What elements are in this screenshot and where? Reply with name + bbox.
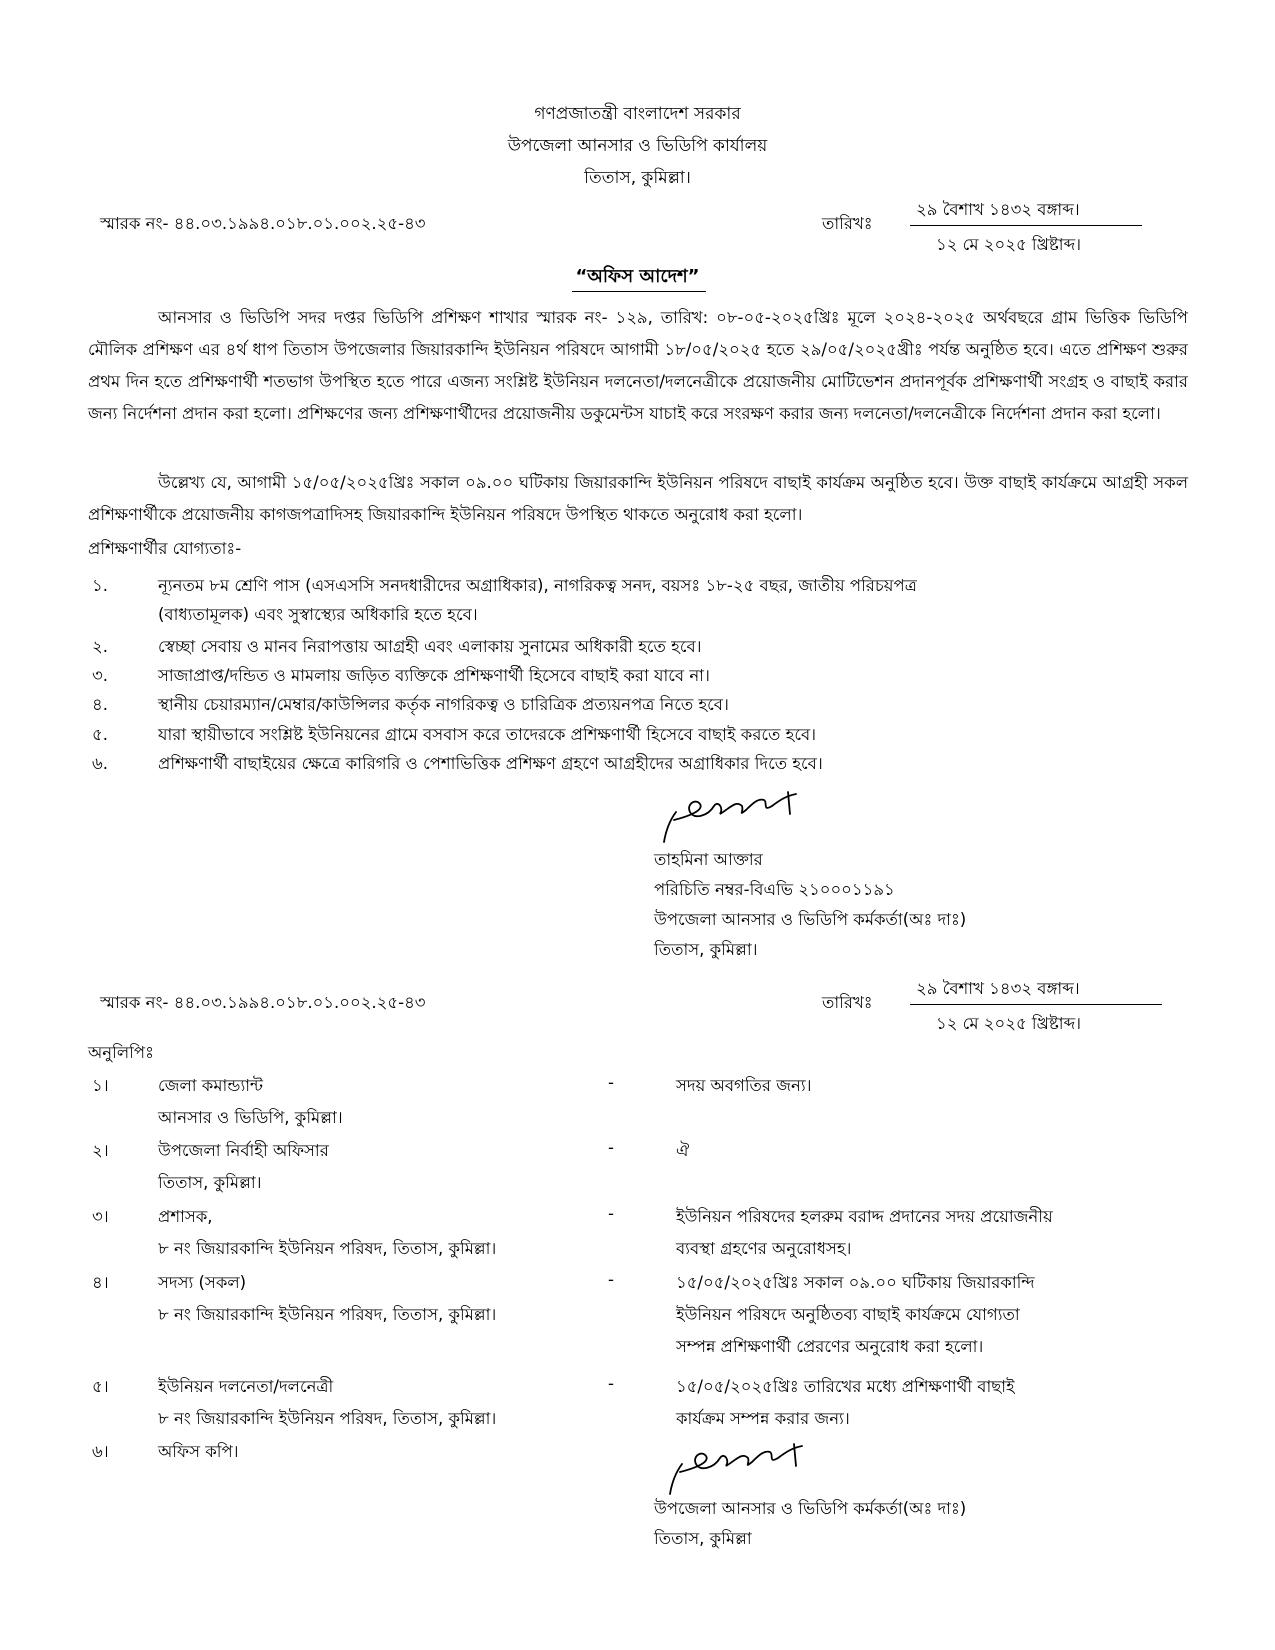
copy-recipient: সদস্য (সকল) xyxy=(158,1273,247,1292)
copy-purpose-cont: কার্যক্রম সম্পন্ন করার জন্য। xyxy=(676,1409,850,1428)
copy-purpose-cont: ব্যবস্থা গ্রহণের অনুরোধসহ। xyxy=(676,1239,852,1258)
date-english: ১২ মে ২০২৫ খ্রিষ্টাব্দ। xyxy=(936,235,1082,254)
copy-dash: - xyxy=(608,1138,614,1157)
copy-dash: - xyxy=(608,1374,614,1393)
body-paragraph-1: আনসার ও ভিডিপি সদর দপ্তর ভিডিপি প্রশিক্ষণ শাখার স্মারক নং- ১২৯, তারিখ: ০৮-০৫-২০২৫খ্রিঃ মূলে ২০২৪-২০২৫ অর্থবছরে গ্রাম ভিত্তিক ভিডিপি মৌলিক প্রশিক্ষণ এর ৪র্থ ধাপ তিতাস উপজেলার জিয়ারকান্দি ইউনিয়ন পরিষদে আগামী ১৮/০৫/২০২৫ হতে ২৯/০৫/২০২৫খ্রীঃ পর্যন্ত অনুষ্ঠিত হবে। এতে প্রশিক্ষণ শুরুর প্রথম দিন হতে প্রশিক্ষণার্থী শতভাগ উপস্থিত হতে পারে এজন্য সংশ্লিষ্ট ইউনিয়ন দলনেতা/দলনেত্রীকে প্রয়োজনীয় মোটিভেশন প্রদানপূর্বক প্রশিক্ষণার্থী সংগ্রহ ও বাছাই করার জন্য নির্দেশনা প্রদান করা হলো। প্রশিক্ষণের জন্য প্রশিক্ষণার্থীদের প্রয়োজনীয় ডকুমেন্টস যাচাই করে সংরক্ষণ করার জন্য দলনেতা/দলনেত্রীকে নির্দেশনা প্রদান করা হলো। xyxy=(88,308,1188,423)
signer-location: তিতাস, কুমিল্লা। xyxy=(654,940,758,959)
copy-recipient: জেলা কমান্ড্যান্ট xyxy=(158,1076,263,1095)
signature-2-image xyxy=(666,1440,826,1500)
copy-purpose: ইউনিয়ন পরিষদের হলরুম বরাদ্দ প্রদানের সদয় প্রয়োজনীয় xyxy=(676,1207,1053,1226)
signer-name: তাহমিনা আক্তার xyxy=(654,850,763,869)
date-divider xyxy=(910,225,1142,226)
qualification-text: সাজাপ্রাপ্ত/দন্ডিত ও মামলায় জড়িত ব্যক্তিকে প্রশিক্ষণার্থী হিসেবে বাছাই করা যাবে না। xyxy=(158,666,710,685)
signer-2-location: তিতাস, কুমিল্লা xyxy=(654,1529,752,1548)
qualification-number: ২. xyxy=(92,637,108,656)
body-paragraph-2: উল্লেখ্য যে, আগামী ১৫/০৫/২০২৫খ্রিঃ সকাল ০৯.০০ ঘটিকায় জিয়ারকান্দি ইউনিয়ন পরিষদে বাছাই কার্যক্রম অনুষ্ঠিত হবে। উক্ত বাছাই কার্যক্রমে আগ্রহী সকল প্রশিক্ষণার্থীকে প্রয়োজনীয় কাগজপত্রাদিসহ জিয়ারকান্দি ইউনিয়ন পরিষদে উপস্থিত থাকতে অনুরোধ করা হলো। xyxy=(88,473,1188,524)
qualification-text: যারা স্থায়ীভাবে সংশ্লিষ্ট ইউনিয়নের গ্রামে বসবাস করে তাদেরকে প্রশিক্ষণার্থী হিসেবে বাছাই করতে হবে। xyxy=(158,725,817,744)
title-underline xyxy=(572,291,706,292)
copy-dash: - xyxy=(608,1073,614,1092)
copy-dash: - xyxy=(608,1204,614,1223)
qualification-number: ৫. xyxy=(92,725,108,744)
copy-recipient: উপজেলা নির্বাহী অফিসার xyxy=(158,1141,329,1160)
date-bangla: ২৯ বৈশাখ ১৪৩২ বঙ্গাব্দ। xyxy=(916,200,1080,219)
signer-designation: উপজেলা আনসার ও ভিডিপি কর্মকর্তা(অঃ দাঃ) xyxy=(654,910,967,929)
qualification-text: ন্যূনতম ৮ম শ্রেণি পাস (এসএসসি সনদধারীদের অগ্রাধিকার), নাগরিকত্ব সনদ, বয়সঃ ১৮-২৫ বছর, জাতীয় পরিচয়পত্র xyxy=(158,576,917,595)
signature-1-image xyxy=(660,790,820,850)
date-divider-copy xyxy=(910,1004,1162,1005)
header-line-3: তিতাস, কুমিল্লা। xyxy=(584,168,691,188)
qualification-number: ৪. xyxy=(92,695,108,714)
copy-number: ৪। xyxy=(92,1273,109,1292)
copy-purpose: ঐ xyxy=(676,1141,690,1160)
copy-purpose: ১৫/০৫/২০২৫খ্রিঃ তারিখের মধ্যে প্রশিক্ষণার্থী বাছাই xyxy=(676,1377,1015,1396)
copy-purpose-cont: সম্পন্ন প্রশিক্ষণার্থী প্রেরণের অনুরোধ করা হলো। xyxy=(676,1337,984,1356)
header-line-1: গণপ্রজাতন্ত্রী বাংলাদেশ সরকার xyxy=(534,104,741,124)
qualification-text: প্রশিক্ষণার্থী বাছাইয়ের ক্ষেত্রে কারিগরি ও পেশাভিত্তিক প্রশিক্ষণ গ্রহণে আগ্রহীদের অগ্রাধিকার দিতে হবে। xyxy=(158,754,823,773)
copy-recipient-office: ৮ নং জিয়ারকান্দি ইউনিয়ন পরিষদ, তিতাস, কুমিল্লা। xyxy=(158,1239,497,1258)
signer-2-designation: উপজেলা আনসার ও ভিডিপি কর্মকর্তা(অঃ দাঃ) xyxy=(654,1499,967,1518)
copy-number: ২। xyxy=(92,1141,109,1160)
qualification-text-cont: (বাধ্যতামূলক) এবং সুস্বাস্থ্যের অধিকারি হতে হবে। xyxy=(158,605,478,624)
copy-recipient: প্রশাসক, xyxy=(158,1207,213,1226)
date-label: তারিখঃ xyxy=(822,214,873,233)
copy-purpose-cont: ইউনিয়ন পরিষদে অনুষ্ঠিতব্য বাছাই কার্যক্রমে যোগ্যতা xyxy=(676,1305,1020,1324)
memo-ref: স্মারক নং- ৪৪.০৩.১৯৯৪.০১৮.০১.০০২.২৫-৪৩ xyxy=(100,214,426,233)
copy-number: ৬। xyxy=(92,1442,109,1461)
copy-dash: - xyxy=(608,1270,614,1289)
memo-ref-copy: স্মারক নং- ৪৪.০৩.১৯৯৪.০১৮.০১.০০২.২৫-৪৩ xyxy=(100,993,426,1012)
copy-recipient-office: তিতাস, কুমিল্লা। xyxy=(158,1173,262,1192)
copies-heading: অনুলিপিঃ xyxy=(88,1043,154,1062)
copy-recipient: অফিস কপি। xyxy=(158,1442,239,1461)
copy-number: ৫। xyxy=(92,1377,109,1396)
date-english-copy: ১২ মে ২০২৫ খ্রিষ্টাব্দ। xyxy=(936,1014,1082,1033)
copy-recipient-office: ৮ নং জিয়ারকান্দি ইউনিয়ন পরিষদ, তিতাস, কুমিল্লা। xyxy=(158,1409,497,1428)
page-title: “অফিস আদেশ” xyxy=(575,266,700,287)
copy-number: ৩। xyxy=(92,1207,109,1226)
qualification-number: ৩. xyxy=(92,666,108,685)
date-bangla-copy: ২৯ বৈশাখ ১৪৩২ বঙ্গাব্দ। xyxy=(916,979,1080,998)
signer-id: পরিচিতি নম্বর-বিএভি ২১০০০১১৯১ xyxy=(654,880,895,899)
qualification-text: স্বেচ্ছা সেবায় ও মানব নিরাপত্তায় আগ্রহী এবং এলাকায় সুনামের অধিকারী হতে হবে। xyxy=(158,637,702,656)
qualifications-heading: প্রশিক্ষণার্থীর যোগ্যতাঃ- xyxy=(88,539,242,558)
qualification-text: স্থানীয় চেয়ারম্যান/মেম্বার/কাউন্সিলর কর্তৃক নাগরিকত্ব ও চারিত্রিক প্রত্যয়নপত্র নিতে হবে। xyxy=(158,695,729,714)
header-line-2: উপজেলা আনসার ও ভিডিপি কার্যালয় xyxy=(507,136,768,156)
copy-recipient-office: আনসার ও ভিডিপি, কুমিল্লা। xyxy=(158,1108,343,1127)
copy-recipient: ইউনিয়ন দলনেতা/দলনেত্রী xyxy=(158,1377,334,1396)
copy-purpose: সদয় অবগতির জন্য। xyxy=(676,1076,812,1095)
copy-number: ১। xyxy=(92,1076,109,1095)
copy-purpose: ১৫/০৫/২০২৫খ্রিঃ সকাল ০৯.০০ ঘটিকায় জিয়ারকান্দি xyxy=(676,1273,1035,1292)
date-label-copy: তারিখঃ xyxy=(822,993,873,1012)
copy-recipient-office: ৮ নং জিয়ারকান্দি ইউনিয়ন পরিষদ, তিতাস, কুমিল্লা। xyxy=(158,1305,497,1324)
qualification-number: ৬. xyxy=(92,754,108,773)
qualification-number: ১. xyxy=(92,576,108,595)
